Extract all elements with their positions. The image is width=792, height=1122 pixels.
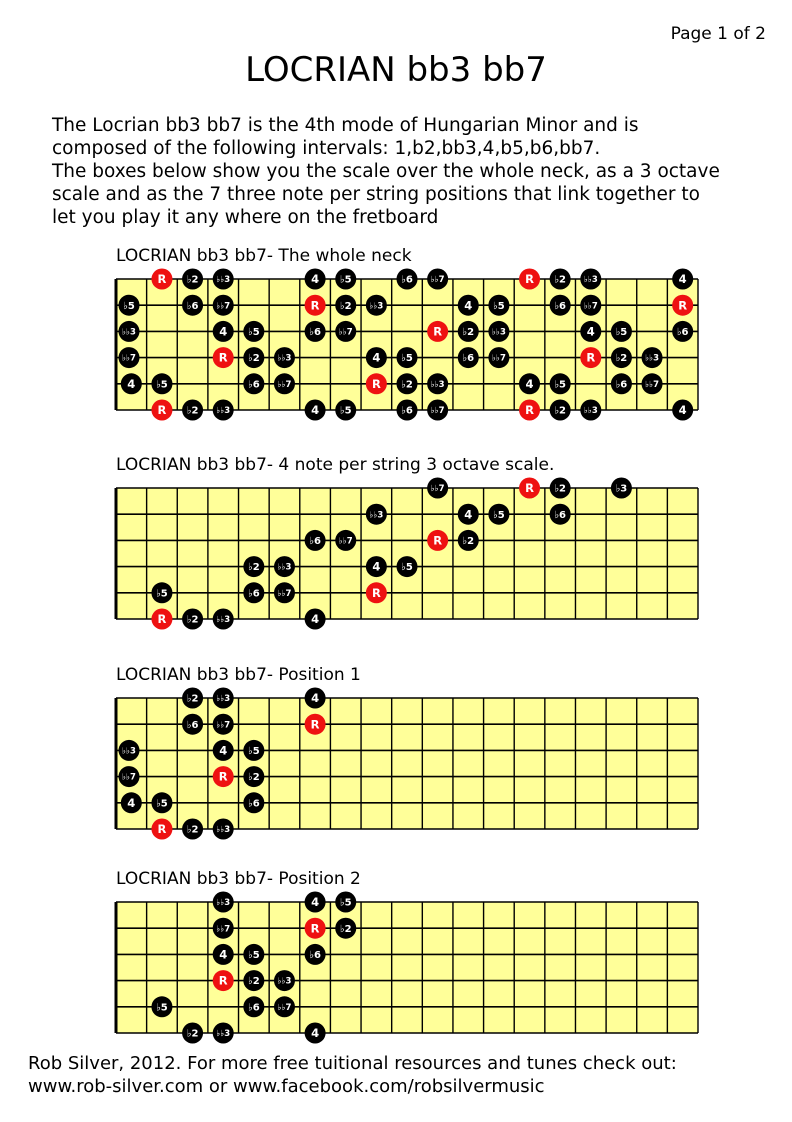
note-label: ♭♭7 [122,772,136,783]
note-label: ♭2 [615,353,628,365]
note-label: ♭♭3 [122,327,136,338]
scale-note-marker [550,478,571,499]
intro-line: The boxes below show you the scale over the whole neck, as a 3 octave [52,161,720,182]
note-label: 4 [311,612,320,627]
scale-note-marker [366,295,387,316]
note-label: ♭2 [247,772,260,784]
scale-note-marker [519,373,540,394]
root-note-marker [427,321,448,342]
scale-note-marker [335,295,356,316]
diagram-label-whole-neck: LOCRIAN bb3 bb7- The whole neck [116,246,412,266]
root-note-marker [519,478,540,499]
note-label: ♭2 [554,274,567,286]
scale-note-marker [274,996,295,1017]
note-label: ♭♭7 [216,301,231,312]
note-label: ♭5 [156,588,168,600]
scale-note-marker [213,740,234,761]
note-label: ♭♭3 [122,746,136,757]
note-label: 4 [586,324,595,339]
note-label: ♭2 [186,824,199,836]
fretboard-whole-neck [116,272,698,418]
scale-note-marker [611,321,632,342]
note-label: ♭♭7 [491,353,506,364]
scale-note-marker [397,347,418,368]
scale-note-marker [274,970,295,991]
note-label: ♭2 [186,405,199,417]
intro-text [52,114,772,229]
note-label: ♭5 [156,1002,168,1014]
scale-note-marker [151,792,172,813]
scale-note-marker [305,321,326,342]
note-label: ♭2 [186,274,199,286]
scale-note-marker [335,892,356,913]
note-label: ♭2 [186,614,199,626]
diagram-label-position-2: LOCRIAN bb3 bb7- Position 2 [116,869,361,889]
note-label: ♭♭3 [216,615,231,626]
scale-note-marker [213,321,234,342]
scale-note-marker [243,740,264,761]
scale-note-marker [243,944,264,965]
scale-note-marker [458,295,479,316]
fretboard-svg [116,481,698,627]
note-label: ♭5 [123,300,135,312]
scale-note-marker [305,1023,326,1044]
diagram-label-3-octave: LOCRIAN bb3 bb7- 4 note per string 3 octave scale. [116,455,555,475]
note-label: ♭6 [401,274,413,286]
scale-note-marker [550,400,571,421]
root-note-marker [580,347,601,368]
scale-note-marker [213,269,234,290]
note-label: ♭5 [339,405,352,417]
note-label: 4 [311,403,320,418]
note-label: R [310,717,320,732]
scale-note-marker [213,892,234,913]
scale-note-marker [427,478,448,499]
note-label: ♭5 [247,746,260,757]
scale-note-marker [213,714,234,735]
scale-note-marker [672,269,693,290]
root-note-marker [305,918,326,939]
scale-note-marker [213,295,234,316]
scale-note-marker [305,944,326,965]
note-label: ♭♭7 [277,379,292,390]
note-label: ♭6 [247,1002,260,1014]
scale-note-marker [580,321,601,342]
note-label: R [525,481,534,496]
note-label: ♭♭3 [277,562,292,573]
note-label: ♭2 [186,1028,199,1040]
scale-note-marker [119,740,140,761]
scale-note-marker [151,582,172,603]
note-label: ♭5 [615,327,628,338]
fretboard-3-octave [116,481,698,627]
root-note-marker [305,714,326,735]
scale-note-marker [488,295,509,316]
scale-note-marker [458,530,479,551]
scale-note-marker [458,347,479,368]
footer-line: Rob Silver, 2012. For more free tuitional resources and tunes check out: [28,1053,677,1074]
note-label: ♭6 [186,719,199,731]
diagram-label-position-1: LOCRIAN bb3 bb7- Position 1 [116,665,361,685]
root-note-marker [151,609,172,630]
scale-note-marker [119,321,140,342]
note-label: 4 [127,376,136,391]
scale-note-marker [119,347,140,368]
intro-line: composed of the following intervals: 1,b2,bb3,4,b5,b6,bb7. [52,138,601,159]
note-label: R [310,921,320,936]
note-label: 4 [464,507,473,522]
root-note-marker [672,295,693,316]
note-label: ♭2 [462,327,475,338]
scale-note-marker [119,295,140,316]
note-label: ♭♭7 [430,406,445,417]
note-label: ♭♭3 [216,275,231,286]
note-label: ♭♭7 [430,275,445,286]
scale-note-marker [182,269,203,290]
note-label: R [157,403,167,418]
note-label: ♭♭7 [645,379,660,390]
note-label: 4 [464,298,473,313]
note-label: 4 [372,350,381,365]
scale-note-marker [182,295,203,316]
note-label: 4 [127,795,136,810]
scale-note-marker [213,688,234,709]
note-label: ♭♭3 [369,301,384,312]
note-label: ♭♭7 [338,536,353,547]
scale-note-marker [458,504,479,525]
scale-note-marker [213,400,234,421]
note-label: R [218,350,228,365]
note-label: ♭2 [554,405,567,417]
note-label: R [525,403,534,418]
note-label: ♭5 [156,379,168,391]
scale-note-marker [427,400,448,421]
note-label: ♭♭7 [122,353,136,364]
scale-note-marker [580,295,601,316]
note-label: ♭3 [615,483,628,495]
scale-note-marker [243,556,264,577]
note-label: ♭6 [615,379,628,391]
note-label: ♭♭7 [583,301,598,312]
scale-note-marker [182,819,203,840]
scale-note-marker [243,373,264,394]
note-label: 4 [219,743,228,758]
scale-note-marker [427,269,448,290]
note-label: ♭6 [309,536,321,547]
footer-credits [28,1052,677,1098]
scale-note-marker [427,373,448,394]
note-label: 4 [311,895,320,910]
note-label: ♭2 [339,300,352,312]
note-label: ♭2 [247,976,260,988]
scale-note-marker [335,269,356,290]
scale-note-marker [611,373,632,394]
scale-note-marker [182,400,203,421]
scale-note-marker [488,321,509,342]
scale-note-marker [672,321,693,342]
scale-note-marker [642,373,663,394]
page-number: Page 1 of 2 [670,24,766,44]
scale-note-marker [305,609,326,630]
scale-note-marker [305,269,326,290]
note-label: ♭5 [247,327,260,338]
note-label: ♭5 [339,897,352,909]
scale-note-marker [550,504,571,525]
note-label: R [525,272,534,287]
note-label: ♭5 [493,300,505,312]
note-label: ♭6 [247,379,260,391]
scale-note-marker [243,996,264,1017]
root-note-marker [213,766,234,787]
note-label: ♭5 [156,798,168,810]
scale-note-marker [550,373,571,394]
page-title: LOCRIAN bb3 bb7 [245,50,547,90]
note-label: R [433,533,443,548]
note-label: ♭6 [309,950,321,961]
scale-note-marker [243,347,264,368]
note-label: 4 [219,947,228,962]
note-label: ♭5 [554,379,567,391]
scale-note-marker [458,321,479,342]
note-label: ♭♭3 [277,976,292,987]
scale-note-marker [151,373,172,394]
root-note-marker [151,269,172,290]
scale-note-marker [335,400,356,421]
note-label: ♭6 [186,300,199,312]
note-label: ♭6 [676,327,689,338]
note-label: ♭6 [554,509,567,521]
fretboard-svg [116,272,698,418]
scale-note-marker [335,321,356,342]
note-label: ♭5 [339,274,352,286]
root-note-marker [519,269,540,290]
scale-note-marker [213,819,234,840]
root-note-marker [305,295,326,316]
note-label: ♭♭7 [277,588,292,599]
note-label: 4 [372,559,381,574]
note-label: ♭2 [401,379,413,391]
note-label: ♭2 [247,562,260,574]
scale-note-marker [243,321,264,342]
intro-line: The Locrian bb3 bb7 is the 4th mode of Hungarian Minor and is [52,115,639,136]
note-label: ♭♭7 [277,1002,292,1013]
scale-note-marker [243,792,264,813]
scale-note-marker [366,556,387,577]
scale-note-marker [182,688,203,709]
scale-note-marker [121,373,142,394]
root-note-marker [366,582,387,603]
note-label: ♭♭3 [216,1029,231,1040]
note-label: ♭2 [462,536,475,547]
fretboard-position-2 [116,895,698,1041]
scale-note-marker [213,609,234,630]
scale-note-marker [274,582,295,603]
note-label: ♭♭3 [216,694,231,705]
note-label: ♭♭3 [491,327,506,338]
scale-note-marker [642,347,663,368]
note-label: ♭♭3 [216,825,231,836]
scale-note-marker [335,918,356,939]
note-label: ♭♭7 [216,924,231,935]
scale-note-marker [182,609,203,630]
note-label: ♭5 [401,353,413,365]
note-label: 4 [311,1026,320,1041]
scale-note-marker [550,295,571,316]
root-note-marker [151,400,172,421]
note-label: 4 [219,324,228,339]
note-label: 4 [311,272,320,287]
scale-note-marker [243,582,264,603]
fretboard-svg [116,691,698,837]
scale-note-marker [182,1023,203,1044]
scale-note-marker [550,269,571,290]
scale-note-marker [397,373,418,394]
scale-note-marker [488,504,509,525]
scale-note-marker [151,996,172,1017]
scale-note-marker [672,400,693,421]
note-label: R [310,298,320,313]
root-note-marker [213,347,234,368]
note-label: R [371,585,381,600]
note-label: R [678,298,688,313]
scale-note-marker [366,504,387,525]
fretboard-svg [116,895,698,1041]
scale-note-marker [335,530,356,551]
scale-note-marker [397,400,418,421]
note-label: ♭♭7 [338,327,353,338]
note-label: ♭♭3 [216,406,231,417]
scale-note-marker [366,347,387,368]
footer-line: www.rob-silver.com or www.facebook.com/robsilvermusic [28,1076,545,1097]
note-label: ♭2 [247,353,260,365]
scale-note-marker [397,269,418,290]
note-label: ♭♭7 [430,484,445,495]
note-label: ♭6 [462,353,475,365]
note-label: ♭6 [247,588,260,600]
note-label: R [433,324,443,339]
fretboard-position-1 [116,691,698,837]
scale-note-marker [580,269,601,290]
scale-note-marker [305,530,326,551]
note-label: R [157,612,167,627]
note-label: ♭6 [554,300,567,312]
note-label: ♭♭3 [583,275,598,286]
scale-note-marker [182,714,203,735]
note-label: ♭2 [554,483,567,495]
note-label: ♭5 [493,509,505,521]
scale-note-marker [274,373,295,394]
note-label: 4 [311,691,320,706]
note-label: ♭♭3 [277,353,292,364]
note-label: ♭♭7 [216,720,231,731]
root-note-marker [151,819,172,840]
scale-note-marker [243,970,264,991]
scale-note-marker [397,556,418,577]
note-label: ♭6 [401,405,413,417]
root-note-marker [213,970,234,991]
note-label: ♭2 [186,693,199,705]
note-label: R [371,376,381,391]
scale-note-marker [213,1023,234,1044]
scale-note-marker [274,347,295,368]
scale-note-marker [611,478,632,499]
note-label: ♭5 [401,562,413,574]
scale-note-marker [305,688,326,709]
note-label: ♭♭3 [369,510,384,521]
scale-note-marker [488,347,509,368]
scale-note-marker [274,556,295,577]
note-label: ♭6 [247,798,260,810]
note-label: R [586,350,596,365]
root-note-marker [519,400,540,421]
scale-note-marker [305,400,326,421]
scale-note-marker [611,347,632,368]
scale-note-marker [580,400,601,421]
note-label: R [218,769,228,784]
note-label: ♭5 [247,950,260,961]
note-label: ♭2 [339,923,352,935]
root-note-marker [427,530,448,551]
note-label: ♭♭3 [583,406,598,417]
intro-line: let you play it any where on the fretboard [52,207,439,228]
scale-note-marker [243,766,264,787]
intro-line: scale and as the 7 three note per string positions that link together to [52,184,700,205]
note-label: 4 [525,376,534,391]
note-label: ♭♭3 [216,898,231,909]
root-note-marker [366,373,387,394]
scale-note-marker [119,766,140,787]
note-label: R [157,822,167,837]
note-label: R [218,973,228,988]
note-label: 4 [678,403,687,418]
note-label: 4 [678,272,687,287]
scale-note-marker [305,892,326,913]
scale-note-marker [213,918,234,939]
scale-note-marker [121,792,142,813]
note-label: ♭♭3 [645,353,660,364]
scale-note-marker [213,944,234,965]
note-label: ♭6 [309,327,321,338]
note-label: R [157,272,167,287]
note-label: ♭♭3 [430,379,445,390]
